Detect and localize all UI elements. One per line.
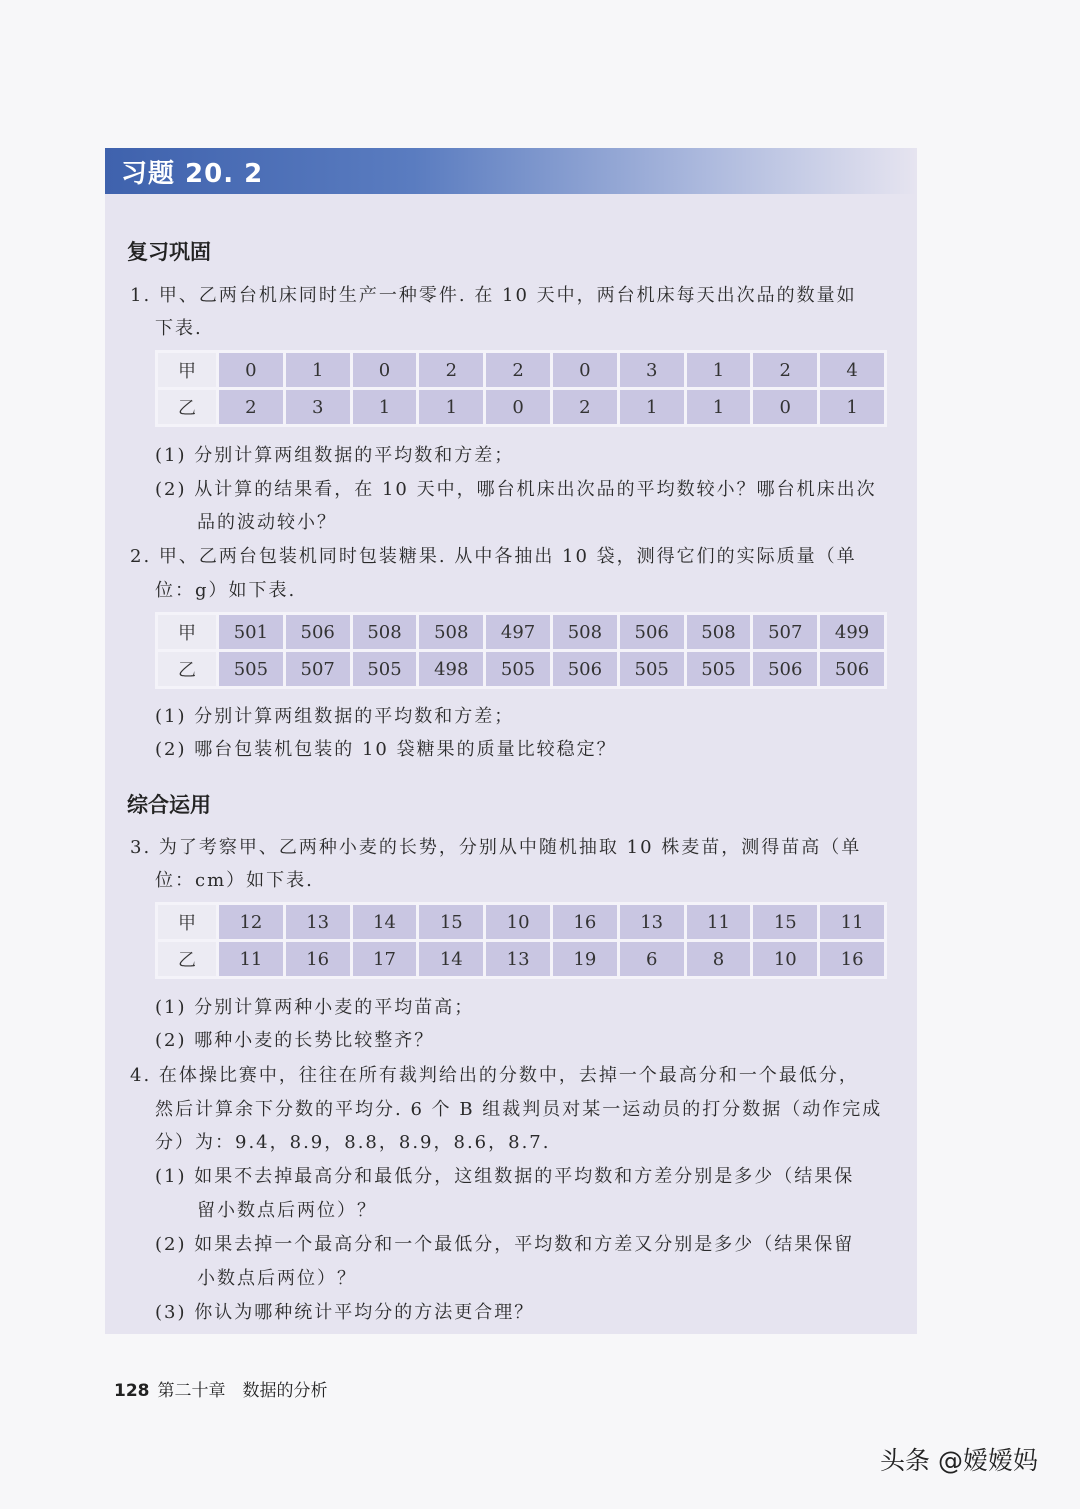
page-number: 128 xyxy=(114,1381,150,1401)
section-review: 复习巩固 xyxy=(127,240,211,264)
table-cell: 499 xyxy=(820,615,884,649)
table-cell: 506 xyxy=(820,652,884,686)
q3-line2: 位：cm）如下表. xyxy=(155,870,314,891)
q1-sub2b: 品的波动较小？ xyxy=(197,512,337,533)
exercise-banner xyxy=(105,148,917,194)
table-cell: 15 xyxy=(419,905,483,939)
table-cell: 506 xyxy=(620,615,684,649)
table-row xyxy=(158,942,884,976)
table-cell: 13 xyxy=(286,905,350,939)
table-row xyxy=(158,353,884,387)
q1-sub2a: (2) 从计算的结果看，在 10 天中，哪台机床出次品的平均数较小？哪台机床出次 xyxy=(155,479,877,500)
table-cell: 11 xyxy=(820,905,884,939)
table-cell: 1 xyxy=(419,390,483,424)
q3-sub1: (1) 分别计算两种小麦的平均苗高； xyxy=(155,997,475,1018)
q1-table xyxy=(155,350,887,427)
table-cell: 505 xyxy=(687,652,751,686)
table-cell: 505 xyxy=(486,652,550,686)
table-cell: 10 xyxy=(486,905,550,939)
table-cell: 2 xyxy=(486,353,550,387)
q3-line1: 3. 为了考察甲、乙两种小麦的长势，分别从中随机抽取 10 株麦苗，测得苗高（单 xyxy=(130,837,862,858)
q2-table xyxy=(155,612,887,689)
q2-line2: 位：g）如下表. xyxy=(155,580,297,601)
exercise-panel xyxy=(105,148,917,1334)
table-cell: 2 xyxy=(553,390,617,424)
table-cell: 2 xyxy=(753,353,817,387)
table-cell: 2 xyxy=(219,390,283,424)
chapter-title: 第二十章 数据的分析 xyxy=(157,1381,328,1401)
table-cell: 0 xyxy=(753,390,817,424)
table-row xyxy=(158,905,884,939)
table-cell: 19 xyxy=(553,942,617,976)
table-cell: 0 xyxy=(486,390,550,424)
q2-sub2: (2) 哪台包装机包装的 10 袋糖果的质量比较稳定？ xyxy=(155,739,617,760)
table-cell: 1 xyxy=(620,390,684,424)
table-cell: 3 xyxy=(286,390,350,424)
q4-line3: 分）为：9.4，8.9，8.8，8.9，8.6，8.7. xyxy=(155,1132,551,1153)
table-cell: 1 xyxy=(286,353,350,387)
table-cell: 508 xyxy=(419,615,483,649)
q4-sub1a: (1) 如果不去掉最高分和最低分，这组数据的平均数和方差分别是多少（结果保 xyxy=(155,1166,855,1187)
table-cell: 505 xyxy=(620,652,684,686)
table-cell: 14 xyxy=(419,942,483,976)
row-label: 乙 xyxy=(158,390,216,424)
row-label: 甲 xyxy=(158,905,216,939)
table-cell: 16 xyxy=(820,942,884,976)
q4-sub3: (3) 你认为哪种统计平均分的方法更合理？ xyxy=(155,1302,535,1323)
table-cell: 16 xyxy=(286,942,350,976)
table-cell: 4 xyxy=(820,353,884,387)
q2-sub1: (1) 分别计算两组数据的平均数和方差； xyxy=(155,706,515,727)
table-cell: 16 xyxy=(553,905,617,939)
table-cell: 11 xyxy=(687,905,751,939)
q4-sub1b: 留小数点后两位）？ xyxy=(197,1200,377,1221)
q2-line1: 2. 甲、乙两台包装机同时包装糖果. 从中各抽出 10 袋，测得它们的实际质量（单 xyxy=(130,546,857,567)
table-row xyxy=(158,652,884,686)
q1-line2: 下表. xyxy=(155,318,203,339)
exercise-title: 习题 20. 2 xyxy=(121,159,264,189)
table-cell: 507 xyxy=(286,652,350,686)
page-footer xyxy=(114,1376,328,1401)
table-cell: 12 xyxy=(219,905,283,939)
q4-sub2b: 小数点后两位）？ xyxy=(197,1268,357,1289)
q4-line1: 4. 在体操比赛中，往往在所有裁判给出的分数中，去掉一个最高分和一个最低分， xyxy=(130,1065,859,1086)
table-row xyxy=(158,390,884,424)
table-cell: 1 xyxy=(687,390,751,424)
row-label: 甲 xyxy=(158,615,216,649)
table-cell: 501 xyxy=(219,615,283,649)
q1-line1: 1. 甲、乙两台机床同时生产一种零件. 在 10 天中，两台机床每天出次品的数量如 xyxy=(130,285,857,306)
table-cell: 10 xyxy=(753,942,817,976)
table-cell: 506 xyxy=(286,615,350,649)
table-cell: 497 xyxy=(486,615,550,649)
table-row xyxy=(158,615,884,649)
table-cell: 505 xyxy=(353,652,417,686)
table-cell: 3 xyxy=(620,353,684,387)
watermark-text: 头条 @嫒嫒妈 xyxy=(880,1446,1038,1475)
table-cell: 14 xyxy=(353,905,417,939)
table-cell: 506 xyxy=(553,652,617,686)
table-cell: 505 xyxy=(219,652,283,686)
table-cell: 1 xyxy=(353,390,417,424)
q4-sub2a: (2) 如果去掉一个最高分和一个最低分，平均数和方差又分别是多少（结果保留 xyxy=(155,1234,855,1255)
table-cell: 0 xyxy=(553,353,617,387)
table-cell: 498 xyxy=(419,652,483,686)
table-cell: 11 xyxy=(219,942,283,976)
q1-sub1: (1) 分别计算两组数据的平均数和方差； xyxy=(155,445,515,466)
table-cell: 8 xyxy=(687,942,751,976)
q3-sub2: (2) 哪种小麦的长势比较整齐？ xyxy=(155,1030,435,1051)
table-cell: 13 xyxy=(486,942,550,976)
table-cell: 508 xyxy=(353,615,417,649)
table-cell: 0 xyxy=(219,353,283,387)
table-cell: 508 xyxy=(553,615,617,649)
q4-line2: 然后计算余下分数的平均分. 6 个 B 组裁判员对某一运动员的打分数据（动作完成 xyxy=(155,1099,883,1120)
table-cell: 2 xyxy=(419,353,483,387)
table-cell: 17 xyxy=(353,942,417,976)
table-cell: 1 xyxy=(687,353,751,387)
table-cell: 507 xyxy=(753,615,817,649)
table-cell: 0 xyxy=(353,353,417,387)
table-cell: 13 xyxy=(620,905,684,939)
q3-table xyxy=(155,902,887,979)
table-cell: 508 xyxy=(687,615,751,649)
table-cell: 1 xyxy=(820,390,884,424)
table-cell: 6 xyxy=(620,942,684,976)
table-cell: 15 xyxy=(753,905,817,939)
row-label: 乙 xyxy=(158,652,216,686)
row-label: 乙 xyxy=(158,942,216,976)
section-apply: 综合运用 xyxy=(127,793,211,817)
table-cell: 506 xyxy=(753,652,817,686)
row-label: 甲 xyxy=(158,353,216,387)
